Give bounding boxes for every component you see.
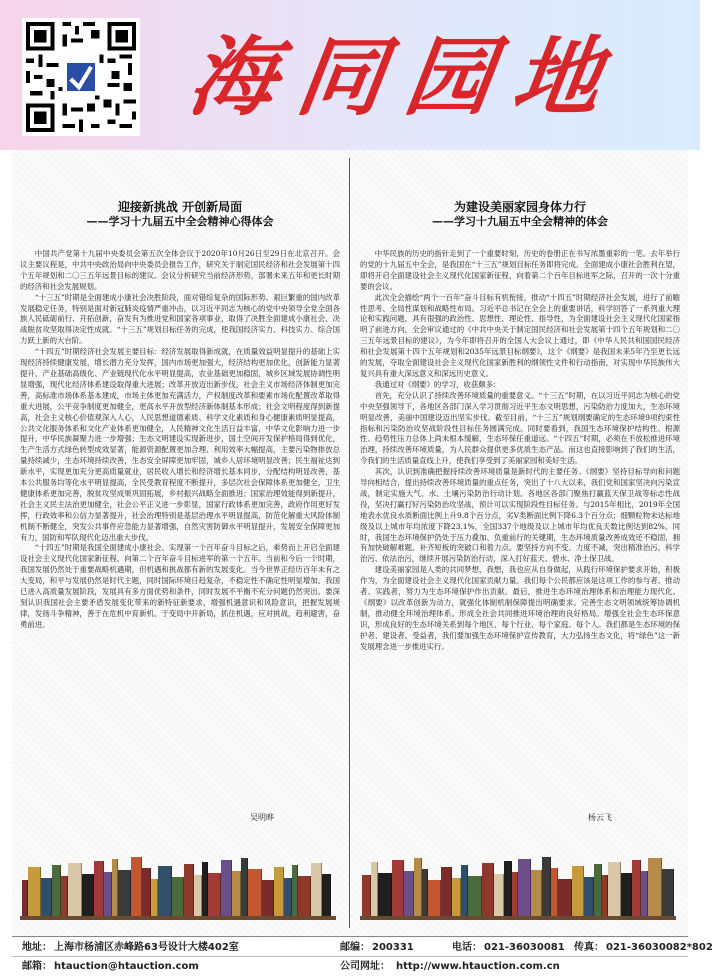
qr-code [22,18,140,136]
book-spine [118,870,131,916]
book-spine [208,873,221,916]
book-spine [641,871,648,916]
book-spine [621,873,632,916]
book-spine [311,863,322,916]
book-spine [284,878,292,916]
book-spine [494,874,504,916]
book-spine [531,870,542,916]
book-spine [158,866,172,916]
paragraph: 我通过对《纲要》的学习，收获颇多： [374,379,501,389]
right-article-title: 为建设美丽家园身体力行 [453,200,586,214]
website-label: 公司网址： [340,961,390,972]
book-spine [584,877,594,916]
paragraph: 中国共产党第十九届中央委员会第五次全体会议于2020年10月26日至29日在北京召开。会议主要议程是，中共中央政治局向中央委员会报告工作，研究关于制定国民经济和社会发展第十四个五年规划和二〇三五年远景目标的建议。会议分析研究当前经济形势，部署未来五年和更长时期的经济和社会发展规划。 [20,249,340,291]
paragraph: “十三五”时期是全面建成小康社会决胜阶段，面对错综复杂的国际形势、艰巨繁重的国内改革发展稳定任务，特别是面对新冠肺炎疫情严重冲击，以习近平同志为核心的党中央领导全党全国各族人民砥砺前行、开拓创新，奋发有为推进党和国家各项事业，取得了决胜全面建成小康社会、决战脱贫攻坚取得决定性成就。“十三五”规划目标任务的完成，使我国经济实力、科技实力、综合国力跃上新的大台阶。 [20,292,340,346]
fax-label: 传真： [574,942,604,953]
book-spine [662,869,674,916]
book-spine [194,875,202,916]
shelf-board [360,916,676,920]
phone-label: 电话： [452,942,482,953]
book-spine [362,875,371,916]
book-spine [131,857,142,916]
book-spine [648,858,662,916]
book-spine [274,867,284,916]
book-spine [441,867,452,916]
left-article-subtitle: ——学习十九届五中全会精神心得体会 [86,215,274,228]
book-spine [241,858,248,916]
book-spine [172,877,184,916]
fax: 021-36030082*802 [606,942,713,953]
paragraph: 首先，充分认识了持续改善环境质量的重要意义。“十三五”时期，在以习近平同志为核心的党中央坚强领导下，各地区各部门深入学习贯彻习近平生态文明思想，污染防治力度加大，生态环境明显改善，美丽中国建设迈出坚实步伐。截至目前，“十三五”规划纲要确定的生态环境9项约束性指标和污染防治攻坚战阶段性目标任务圆满完成。同时要看到，我国生态环境保护结构性、根源性、趋势性压力总体上尚未根本缓解，生态环保任重道远。“十四五”时期，必须在不放松推进环境治理，持续改善环境质量，为人民群众提供更多优质生态产品。而这也直接影响到了我们的生活，令我们的生活质量直线上升，使我们享受到了美丽家园和美好生活。 [360,390,680,466]
book-spine [104,872,112,916]
book-spine [468,876,482,916]
footer-rule [12,936,688,937]
masthead-title: 海同园地 [182,27,630,128]
paragraph: 建设美丽家园是人类的共同梦想，我想，我也应从自身做起，从践行环境保护要求开始，积极作为，为全面建设社会主义现代化国家贡献力量。我们每个公民都应该是这项工作的参与者、推动者、实践者，努力为生态环境保护作出贡献。最后，推进生态环境治理体系和治理能力现代化。《纲要》以改革创新为动力，就强化体制机制保障提出明确要求。完善生态文明领域统筹协调机制，推动健全环境治理体系。形成全社会共同推进环境治理的良好格局。增强全社会生态环保意识，形成良好的生态环境关系到每个地区、每个行业、每个家庭、每个人。我们都是生态环境的保护者、建设者、受益者，我们要加强生态环境保护宣传教育，大力弘扬生态文化，将“绿色”这一新发展理念进一步推进实行。 [360,565,680,651]
book-spine [404,871,414,916]
book-spine [61,876,68,916]
book-spine [371,862,378,916]
shelf-board [20,916,336,920]
address-label: 地址： [22,942,52,953]
header-banner [0,0,700,150]
book-spine [392,860,404,916]
left-article-body [20,249,340,631]
book-spine [632,860,641,916]
book-spine [142,868,151,916]
right-article-subtitle: ——学习十九届五中全会精神的体会 [432,215,608,228]
website-link[interactable]: http://www.htauction.com.cn [396,961,560,972]
footer-rule-2 [12,956,688,957]
book-spine [151,879,158,916]
book-spine [414,858,422,916]
book-spine [41,878,52,916]
book-spine [378,873,392,916]
email-link[interactable]: htauction@htauction.com [54,961,199,972]
left-article-title: 迎接新挑战 开创新局面 [117,200,243,214]
book-spine [551,868,558,916]
footer [12,936,713,980]
column-divider [349,158,350,928]
book-spine [184,864,194,916]
bookshelf-right [360,858,676,920]
paragraph: “十四五”时期是我国全面建成小康社会、实现第一个百年奋斗目标之后，乘势而上开启全面建设社会主义现代化国家新征程、向第二个百年奋斗目标进军的第一个五年。当前和今后一个时期，我国发展仍然处于重要战略机遇期，但机遇和挑战都有新的发展变化。当今世界正经历百年未有之大变局，和平与发展仍然是时代主题，同时国际环境日趋复杂，不稳定性不确定性明显增加。我国已进入高质量发展阶段，发展具有多方面优势和条件，同时发展不平衡不充分问题仍然突出。要深刻认识我国社会主要矛盾发展变化带来的新特征新要求，增强机遇意识和风险意识，把握发展规律，发扬斗争精神，善于在危机中育新机、于变局中开新局，抓住机遇，应对挑战，趋利避害，奋勇前进。 [20,543,340,629]
book-spine [232,871,241,916]
right-author: 杨云飞 [588,813,612,822]
paragraph: 其次，认识到准确把握持续改善环境质量是新时代的主要任务。《纲要》坚持目标导向和问题导向相结合，提出持续改善环境质量的重点任务，突出了十八大以来，我们党和国家坚决向污染宣战，制定实施大气、水、土壤污染防治行动计划。各地区各部门聚焦打赢蓝天保卫战等标志性战役，坚决打赢打好污染防治攻坚战，预计可以实现阶段性目标任务。与2015年相比，2019年全国地表水优良水质断面比例上升9.8个百分点，劣V类断面比例下降6.3个百分点；细颗粒物未达标地级及以上城市年均浓度下降23.1%，全国337个地级及以上城市年均优良天数比例达到82%。同时，我国生态环境保护仍处于压力叠加、负重前行的关键期，生态环境质量改善成效还不稳固，拥有加快破解难题、补齐短板的突破口和着力点。要坚持方向不变、力度不减，突出精准治污、科学治污、依法治污，继续开展污染防治行动，深入打好蓝天、碧水、净土保卫战。 [360,467,680,564]
postcode: 200331 [372,942,414,953]
email-label: 邮箱： [22,961,52,972]
address: 上海市杨浦区赤峰路63号设计大楼402室 [54,942,239,953]
book-spine [28,867,41,916]
book-spine [298,876,311,916]
left-article [20,200,340,850]
paragraph: 中华民族的历史的指针走到了一个重要时刻，历史的卷册正在书写浓墨重彩的一笔。去年举行的党的十九届五中全会，是我国在“十三五”规划目标任务即将完成、全面建成小康社会胜利在望，即将开启全面建设社会主义现代化国家新征程、向着第二个百年目标进军之际，召开的一次十分重要的会议。 [360,249,680,291]
phone: 021-36030081 [484,942,565,953]
postcode-label: 邮编： [340,942,370,953]
book-spine [558,879,572,916]
book-spine [594,864,602,916]
book-spine [504,861,512,916]
book-spine [428,880,441,916]
right-article [360,200,680,850]
book-spine [248,869,262,916]
book-spine [68,863,82,916]
bookshelf-left [20,858,336,920]
book-spine [94,861,104,916]
left-author: 吴明晔 [250,813,274,822]
book-spine [221,860,232,916]
right-article-body [360,249,680,653]
book-spine [322,874,331,916]
paragraph: “十四五”时期经济社会发展主要目标：经济发展取得新成就，在质量效益明显提升的基础上实现经济持续健康发展，增长潜力充分发挥，国内市场更加强大，经济结构更加优化，创新能力显著提升，产业基础高级化、产业链现代化水平明显提高，农业基础更加稳固，城乡区域发展协调性明显增强，现代化经济体系建设取得重大进展；改革开放迈出新步伐，社会主义市场经济体制更加完善，高标准市场体系基本建成，市场主体更加充满活力，产权制度改革和要素市场化配置改革取得重大进展，公平竞争制度更加健全，更高水平开放型经济新体制基本形成；社会文明程度得到新提高，社会主义核心价值观深入人心，人民思想道德素质、科学文化素质和身心健康素质明显提高，公共文化服务体系和文化产业体系更加健全，人民精神文化生活日益丰富，中华文化影响力进一步提升，中华民族凝聚力进一步增强；生态文明建设实现新进步，国土空间开发保护格局得到优化，生产生活方式绿色转型成效显著，能源资源配置更加合理、利用效率大幅提高，主要污染物排放总量持续减少，生态环境持续改善，生态安全屏障更加牢固，城乡人居环境明显改善；民生福祉达到新水平，实现更加充分更高质量就业，居民收入增长和经济增长基本同步，分配结构明显改善，基本公共服务均等化水平明显提高，全民受教育程度不断提升，多层次社会保障体系更加健全，卫生健康体系更加完善，脱贫攻坚成果巩固拓展，乡村振兴战略全面推进；国家治理效能得到新提升，社会主义民主法治更加健全，社会公平正义进一步彰显，国家行政体系更加完善，政府作用更好发挥，行政效率和公信力显著提升，社会治理特别是基层治理水平明显提高，防范化解重大风险体制机制不断健全，突发公共事件应急能力显著增强，自然灾害防御水平明显提升，发展安全保障更加有力，国防和军队现代化迈出重大步伐。 [20,347,340,542]
book-spine [262,880,274,916]
book-spine [518,859,531,916]
book-spine [542,857,551,916]
book-spine [82,874,94,916]
paragraph: 此次全会描绘“两个一百年”奋斗目标有机衔接，推动“十四五”时期经济社会发展，进行了前瞻性思考、全局性谋划和战略性布局。习近平总书记在全会上的重要讲话，科学回答了一系列重大理论和实践问题，具有很强的政治性、思想性、理论性、指导性，为全面建设社会主义现代化国家指明了前进方向。全会审议通过的《中共中央关于制定国民经济和社会发展第十四个五年规划和二〇三五年远景目标的建议》，为今年即将召开的全国人大会议上通过，即《中华人民共和国国民经济和社会发展第十四个五年规划和2035年远景目标纲要》，这个《纲要》是我国未来5年乃至更长远的发展，夺取全面建设社会主义现代化国家新胜利的纲领性文件和行动指南，对实现中华民族伟大复兴具有重大深远意义和深远历史意义。 [360,292,680,378]
book-spine [52,865,61,916]
book-spine [572,866,584,916]
book-spine [608,862,621,916]
book-spine [461,865,468,916]
book-spine [452,878,461,916]
book-spine [482,863,494,916]
